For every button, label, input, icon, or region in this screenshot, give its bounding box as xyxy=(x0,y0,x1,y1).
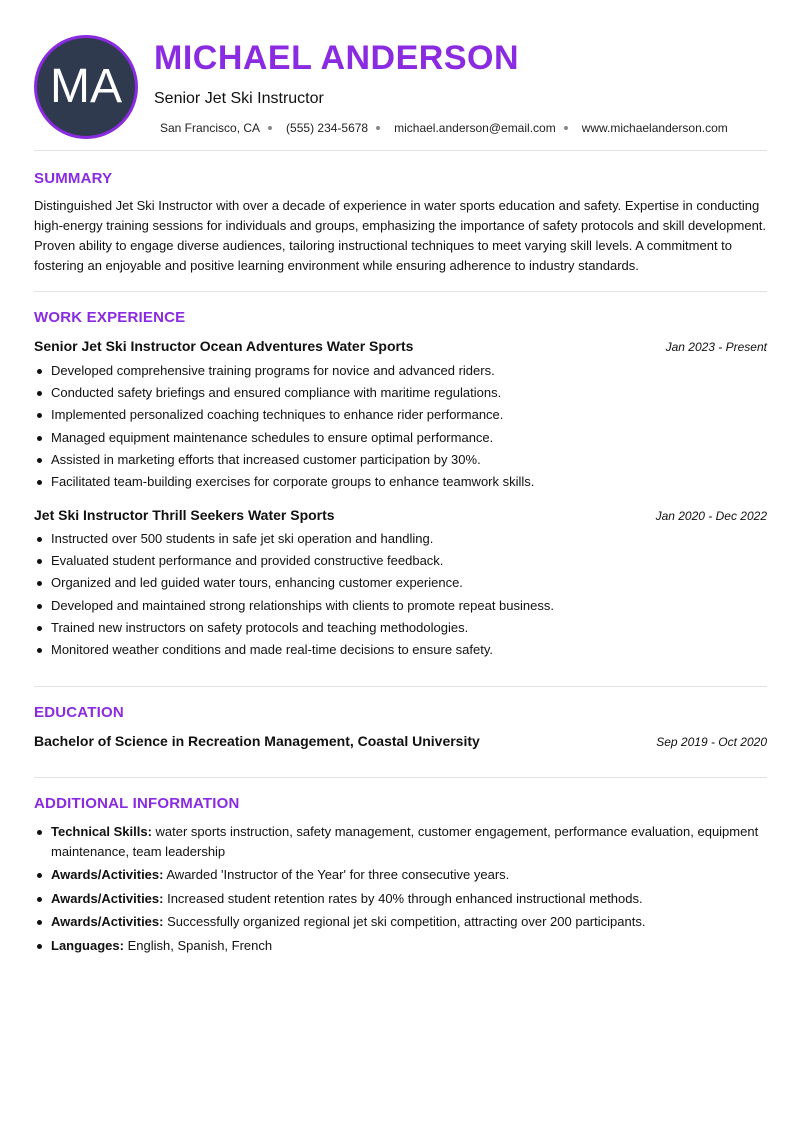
list-item: Implemented personalized coaching techniques to enhance rider performance. xyxy=(34,404,767,426)
list-item: Managed equipment maintenance schedules to ensure optimal performance. xyxy=(34,427,767,449)
list-item xyxy=(34,865,767,885)
divider xyxy=(34,291,767,292)
list-item xyxy=(34,936,767,956)
contact-website: www.michaelanderson.com xyxy=(581,121,728,135)
job-bullets xyxy=(34,360,767,493)
item-text: Awarded 'Instructor of the Year' for three consecutive years. xyxy=(163,867,510,882)
item-text: Increased student retention rates by 40% through enhanced instructional methods. xyxy=(163,890,643,906)
education-degree: Bachelor of Science in Recreation Management, Coastal University xyxy=(34,733,480,749)
item-label: Languages: xyxy=(51,937,124,953)
contact-location: San Francisco, CA xyxy=(160,121,261,135)
education-heading: EDUCATION xyxy=(34,704,124,721)
contact-phone: (555) 234-5678 xyxy=(286,121,369,135)
divider xyxy=(34,777,767,778)
job-header xyxy=(34,337,767,356)
divider xyxy=(34,686,767,687)
list-item: Instructed over 500 students in safe jet ski operation and handling. xyxy=(34,528,767,550)
item-label: Awards/Activities: xyxy=(51,890,164,906)
list-item xyxy=(34,889,767,909)
avatar xyxy=(34,35,138,139)
job-bullets xyxy=(34,528,767,661)
list-item: Assisted in marketing efforts that increased customer participation by 30%. xyxy=(34,449,767,471)
list-item xyxy=(34,822,767,861)
additional-list xyxy=(34,822,767,959)
separator-dot xyxy=(564,126,568,130)
job-dates: Jan 2020 - Dec 2022 xyxy=(655,509,767,523)
education-dates: Sep 2019 - Oct 2020 xyxy=(656,735,767,749)
additional-heading: ADDITIONAL INFORMATION xyxy=(34,795,240,812)
item-label: Technical Skills: xyxy=(51,824,152,839)
list-item: Developed comprehensive training programs for novice and advanced riders. xyxy=(34,360,767,382)
job-dates: Jan 2023 - Present xyxy=(665,340,767,354)
contact-line xyxy=(160,120,728,136)
summary-heading: SUMMARY xyxy=(34,170,113,187)
education-entry xyxy=(34,733,767,749)
candidate-name: MICHAEL ANDERSON xyxy=(154,39,520,77)
list-item: Conducted safety briefings and ensured compliance with maritime regulations. xyxy=(34,382,767,404)
list-item: Organized and led guided water tours, enhancing customer experience. xyxy=(34,572,767,594)
job-role: Senior Jet Ski Instructor Ocean Adventures Water Sports xyxy=(34,338,414,354)
divider xyxy=(34,150,767,151)
summary-text: Distinguished Jet Ski Instructor with over a decade of experience in water sports education and safety. Expertise in conducting high-energy training sessions for individuals and groups, emphasizing the importance of safety protocols and skill development. Proven ability to engage diverse audiences, tailoring instructional techniques to meet varying skill levels. A commitment to fostering an enjoyable and positive learning environment while ensuring adherence to industry standards. xyxy=(34,198,767,273)
separator-dot xyxy=(376,126,380,130)
item-text: English, Spanish, French xyxy=(123,937,273,953)
job-header xyxy=(34,506,767,525)
list-item: Evaluated student performance and provided constructive feedback. xyxy=(34,550,767,572)
list-item: Facilitated team-building exercises for corporate groups to enhance teamwork skills. xyxy=(34,471,767,493)
list-item: Monitored weather conditions and made real-time decisions to ensure safety. xyxy=(34,639,767,661)
separator-dot xyxy=(268,126,272,130)
job-role: Jet Ski Instructor Thrill Seekers Water Sports xyxy=(34,507,335,523)
list-item: Trained new instructors on safety protocols and teaching methodologies. xyxy=(34,617,767,639)
item-label: Awards/Activities: xyxy=(51,914,164,929)
contact-email: michael.anderson@email.com xyxy=(394,121,556,135)
list-item: Developed and maintained strong relationships with clients to promote repeat business. xyxy=(34,595,767,617)
list-item xyxy=(34,912,767,932)
item-text: Successfully organized regional jet ski competition, attracting over 200 participants. xyxy=(163,914,646,929)
candidate-title: Senior Jet Ski Instructor xyxy=(154,90,324,107)
item-label: Awards/Activities: xyxy=(51,867,164,882)
experience-heading: WORK EXPERIENCE xyxy=(34,309,186,326)
item-text: water sports instruction, safety management, customer engagement, performance evaluation, equipment maintenance, team leadership xyxy=(51,824,759,859)
avatar-initials: MA xyxy=(50,60,122,113)
